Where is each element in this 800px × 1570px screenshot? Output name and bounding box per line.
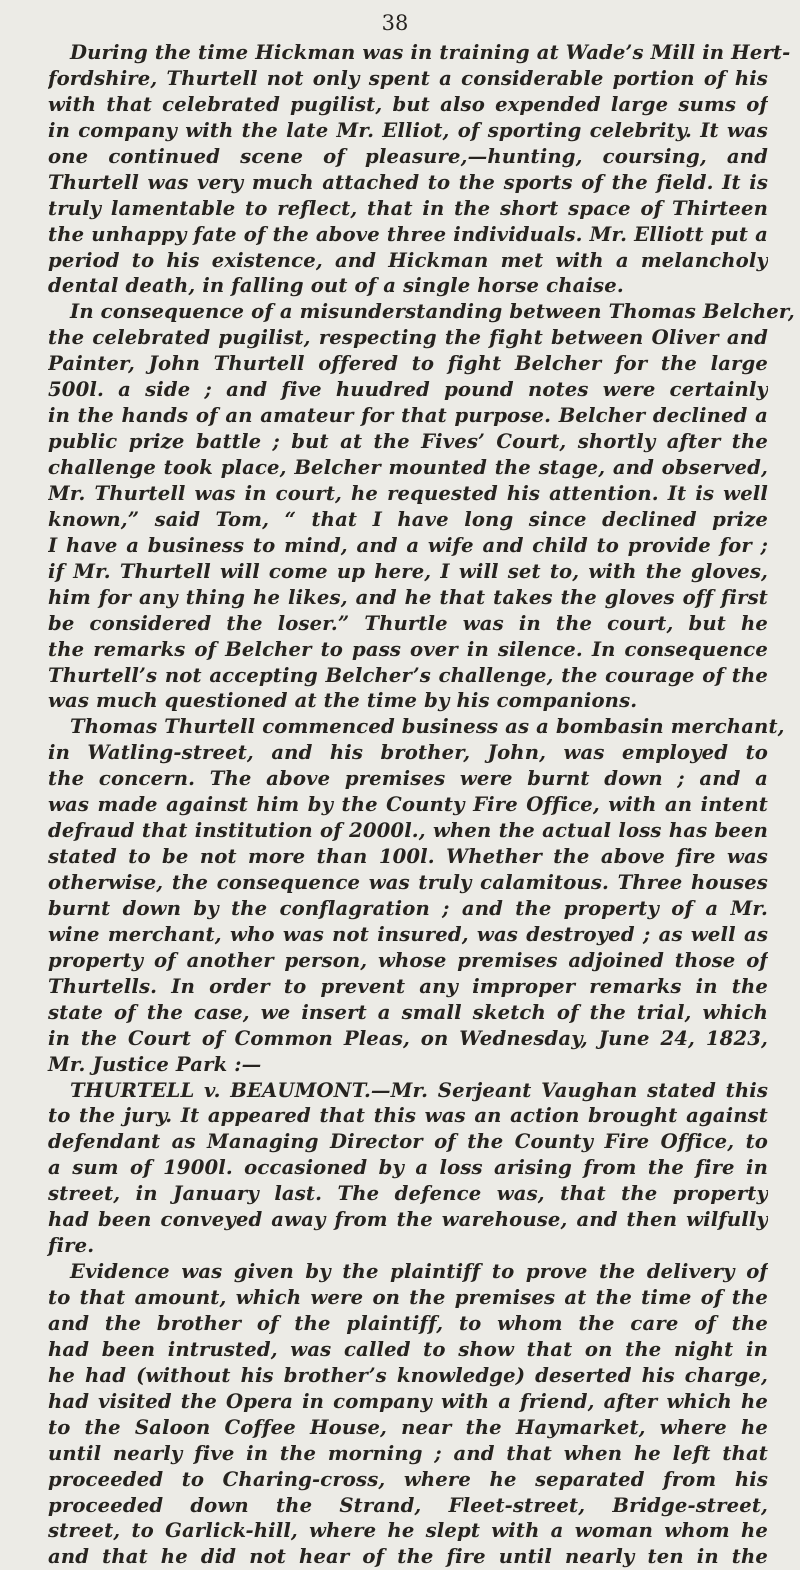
text-line: Evidence was given by the plaintiff to prove the delivery of [70,1260,768,1284]
text-line: was made against him by the County Fire Office, with an intent [48,793,768,817]
text-line: fire. [48,1234,95,1258]
text-line: fordshire, Thurtell not only spent a considerable portion of his [48,66,768,90]
text-line: Painter, John Thurtell offered to fight Belcher for the large [48,352,768,376]
text-line: Thurtell was very much attached to the sports of the field. It is [48,170,768,194]
text-line: Mr. Thurtell was in court, he requested his attention. It is well [48,481,768,505]
text-line: the concern. The above premises were burnt down ; and a [48,767,768,791]
text-line: During the time Hickman was in training at Wade’s Mill in Hert- [70,41,791,64]
text-line: Thurtell’s not accepting Belcher’s challenge, the courage of the [48,663,768,687]
text-line: a sum of 1900l. occasioned by a loss arising from the fire in [48,1156,768,1180]
text-line: In consequence of a misunderstanding between Thomas Belcher, [70,300,795,324]
text-line: with that celebrated pugilist, but also expended large sums of [48,92,768,116]
text-line: street, to Garlick-hill, where he slept with a woman whom he [48,1519,768,1543]
text-line: THURTELL v. BEAUMONT.—Mr. Serjeant Vaughan stated this [70,1078,768,1102]
text-line: in Watling-street, and his brother, John, was employed to [48,741,768,765]
text-line: to the Saloon Coffee House, near the Haymarket, where he [48,1415,768,1439]
page-number: 38 [381,11,409,35]
text-line: challenge took place, Belcher mounted the stage, and observed, [48,456,768,479]
text-line: wine merchant, who was not insured, was destroyed ; as well as [48,922,768,946]
text-line: stated to be not more than 100l. Whether the above fire was [48,845,768,869]
text-line: burnt down by the conflagration ; and the property of a Mr. [48,896,768,920]
text-line: truly lamentable to reflect, that in the short space of Thirteen [48,196,768,220]
text-line: in the hands of an amateur for that purpose. Belcher declined a [48,404,768,428]
text-line: until nearly five in the morning ; and that when he left that [48,1441,768,1465]
text-line: otherwise, the consequence was truly calamitous. Three houses [48,871,768,894]
text-line: to the jury. It appeared that this was an action brought against [48,1104,768,1128]
text-line: one continued scene of pleasure,—hunting, coursing, and [48,144,768,168]
text-line: had been intrusted, was called to show that on the night in [48,1337,768,1361]
text-line: 500l. a side ; and five huudred pound notes were certainly [48,378,768,402]
text-line: had visited the Opera in company with a friend, after which he [48,1389,768,1413]
text-line: Thomas Thurtell commenced business as a bombasin merchant, [70,715,785,739]
text-line: to that amount, which were on the premises at the time of the [48,1286,768,1309]
text-line: public prize battle ; but at the Fives’ Court, shortly after the [48,430,768,454]
text-line: in company with the late Mr. Elliot, of sporting celebrity. It was [48,118,768,142]
text-line: property of another person, whose premises adjoined those of [48,948,768,972]
text-line: he had (without his brother’s knowledge) deserted his charge, [48,1363,768,1387]
text-line: proceeded to Charing-cross, where he separated from his [48,1467,768,1491]
text-line: if Mr. Thurtell will come up here, I will set to, with the gloves, [48,559,768,583]
text-line: and the brother of the plaintiff, to whom the care of the [48,1311,768,1335]
text-line: proceeded down the Strand, Fleet-street, Bridge-street, [48,1493,768,1517]
text-line: was much questioned at the time by his companions. [48,689,638,713]
text-line: dental death, in falling out of a single horse chaise. [48,274,624,298]
text-line: in the Court of Common Pleas, on Wednesday, June 24, 1823, [48,1026,768,1050]
text-line: Thurtells. In order to prevent any improper remarks in the [48,974,768,998]
text-line: be considered the loser.” Thurtle was in the court, but he [48,611,768,635]
text-line: street, in January last. The defence was, that the property [48,1182,768,1206]
text-line: the celebrated pugilist, respecting the fight between Oliver and [48,326,768,350]
text-line: period to his existence, and Hickman met with a melancholy [48,248,768,272]
text-line: had been conveyed away from the warehouse, and then wilfully [48,1208,768,1232]
text-line: the unhappy fate of the above three individuals. Mr. Elliott put a [48,222,768,246]
text-line: I have a business to mind, and a wife and child to provide for ; [48,533,768,557]
text-line: and that he did not hear of the fire until nearly ten in the [48,1545,768,1569]
text-line: him for any thing he likes, and he that takes the gloves off first [48,585,768,609]
text-line: known,” said Tom, “ that I have long since declined prize [48,507,768,531]
text-line: Mr. Justice Park :— [48,1052,262,1076]
body-text [48,40,795,1570]
text-line: defendant as Managing Director of the County Fire Office, to [48,1130,768,1154]
text-line: defraud that institution of 2000l., when the actual loss has been [48,819,768,843]
text-line: state of the case, we insert a small sketch of the trial, which [48,1000,768,1024]
text-line: the remarks of Belcher to pass over in silence. In consequence [48,637,768,661]
